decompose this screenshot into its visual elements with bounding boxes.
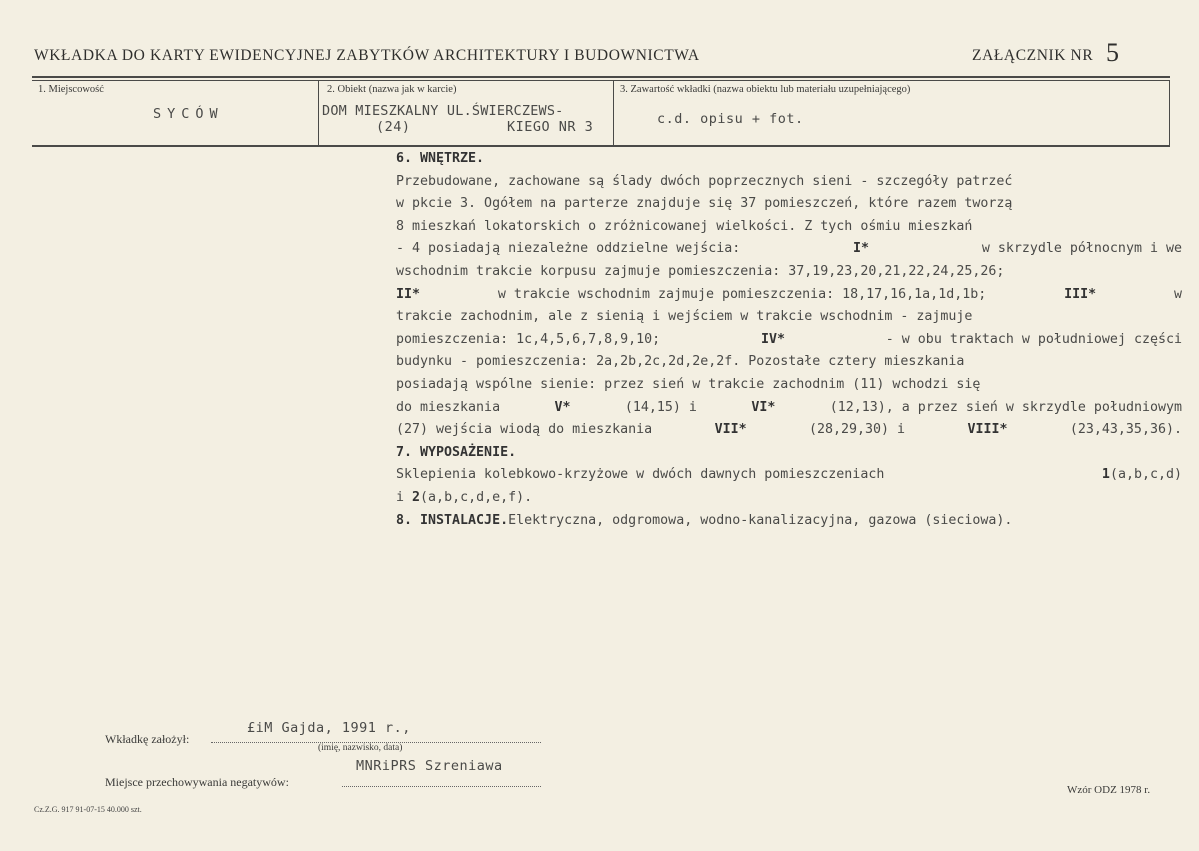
attachment-label: ZAŁĄCZNIK NR	[972, 47, 1094, 64]
section-7-heading: 7. WYPOSAŻENIE.	[396, 444, 517, 460]
field-divider-2	[613, 80, 614, 146]
header-rule-top-thin	[32, 80, 1170, 81]
section-6-heading: 6. WNĘTRZE.	[396, 151, 485, 166]
body-line: w pkcie 3. Ogółem na parterze znajduje się 37 pomieszczeń, które razem tworzą	[396, 196, 1013, 212]
body-line: budynku - pomieszczenia: 2a,2b,2c,2d,2e,2f. Pozostałe cztery mieszkania	[396, 354, 965, 370]
body-line: pomieszczenia: 1c,4,5,6,7,8,9,10; IV* - w obu traktach w południowej części	[396, 331, 1182, 347]
contents-value: c.d. opisu + fot.	[657, 111, 804, 127]
created-by-label: Wkładkę założył:	[105, 732, 190, 746]
field-divider-3	[1169, 80, 1170, 146]
created-by-hint: (imię, nazwisko, data)	[318, 743, 403, 753]
attachment-number: 5	[1106, 38, 1119, 67]
object-label: 2. Obiekt (nazwa jak w karcie)	[327, 84, 457, 95]
body-line: Sklepienia kolebkowo-krzyżowe w dwóch dawnych pomieszczeniach 1(a,b,c,d)	[396, 467, 1182, 483]
header-rule-top	[32, 76, 1170, 78]
print-info: Cz.Z.G. 917 91-07-15 40.000 szt.	[34, 805, 142, 814]
body-line: posiadają wspólne sienie: przez sień w trakcie zachodnim (11) wchodzi się	[396, 376, 981, 392]
form-code: Wzór ODZ 1978 r.	[1067, 784, 1151, 796]
body-line: wschodnim trakcie korpusu zajmuje pomieszczenia: 37,19,23,20,21,22,24,25,26;	[396, 263, 1005, 279]
object-value-line2b: KIEGO NR 3	[507, 119, 594, 135]
field-divider-1	[318, 80, 319, 146]
locality-label: 1. Miejscowość	[38, 84, 104, 95]
body-line: i 2 (a,b,c,d,e,f).	[396, 489, 533, 505]
locality-value: SYCÓW	[153, 106, 224, 122]
negatives-label: Miejsce przechowywania negatywów:	[105, 775, 289, 789]
negatives-value: MNRiPRS Szreniawa	[356, 758, 503, 774]
body-line: II* w trakcie wschodnim zajmuje pomieszczenia: 18,17,16,1a,1d,1b; III* w	[396, 286, 1182, 302]
section-8: 8. INSTALACJE. Elektryczna, odgromowa, wodno-kanalizacyjna, gazowa (sieciowa).	[396, 512, 1013, 528]
body-line: trakcie zachodnim, ale z sienią i wejściem w trakcie wschodnim - zajmuje	[396, 309, 973, 325]
contents-label: 3. Zawartość wkładki (nazwa obiektu lub materiału uzupełniającego)	[620, 84, 911, 95]
body-line: - 4 posiadają niezależne oddzielne wejścia: I* w skrzydle północnym i we	[396, 241, 1182, 257]
description-body	[396, 148, 1182, 532]
created-by-value: £iM Gajda, 1991 r.,	[247, 720, 411, 736]
body-line: 8 mieszkań lokatorskich o zróżnicowanej wielkości. Z tych ośmiu mieszkań	[396, 218, 973, 234]
body-line: (27) wejścia wiodą do mieszkania VII* (28,29,30) i VIII* (23,43,35,36).	[396, 422, 1182, 438]
fields-rule-bottom	[32, 145, 1170, 147]
body-line: do mieszkania V* (14,15) i VI* (12,13), a przez sień w skrzydle południowym	[396, 399, 1182, 415]
object-value-line2a: (24)	[376, 119, 411, 135]
body-line: Przebudowane, zachowane są ślady dwóch poprzecznych sieni - szczegóły patrzeć	[396, 173, 1013, 189]
negatives-line	[342, 786, 541, 787]
object-value-line1: DOM MIESZKALNY UL.ŚWIERCZEWS-	[322, 103, 564, 119]
form-title: WKŁADKA DO KARTY EWIDENCYJNEJ ZABYTKÓW ARCHITEKTURY I BUDOWNICTWA	[34, 47, 700, 64]
